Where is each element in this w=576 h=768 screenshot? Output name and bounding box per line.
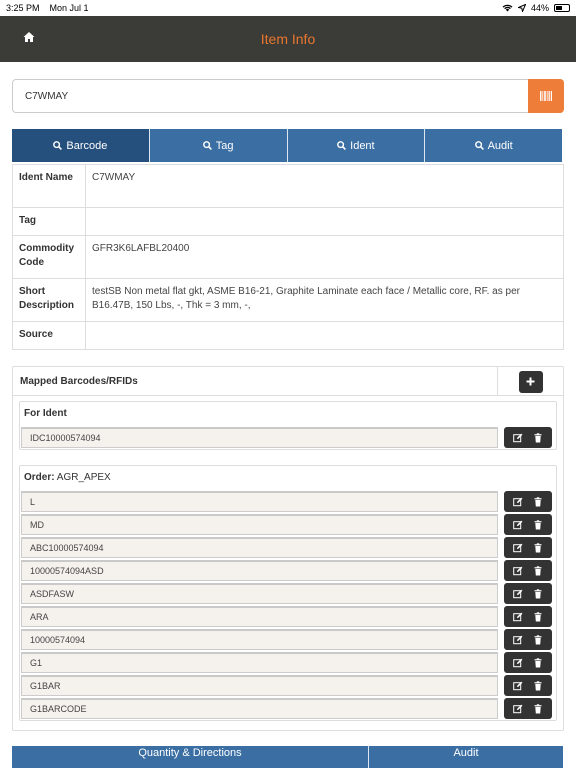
tab-ident[interactable]	[288, 129, 426, 162]
ident-group	[19, 401, 557, 450]
trash-icon[interactable]	[533, 704, 543, 714]
code-row	[20, 536, 556, 559]
status-bar	[0, 0, 576, 16]
edit-icon[interactable]	[513, 566, 523, 576]
edit-icon[interactable]	[513, 681, 523, 691]
edit-icon[interactable]	[513, 520, 523, 530]
item-info-table	[12, 164, 564, 350]
home-icon[interactable]	[22, 30, 36, 44]
info-row-source	[13, 322, 564, 350]
trash-icon[interactable]	[533, 433, 543, 443]
edit-icon[interactable]	[513, 497, 523, 507]
barcode-value: L	[21, 491, 498, 512]
trash-icon[interactable]	[533, 566, 543, 576]
code-actions	[504, 675, 552, 696]
code-actions	[504, 491, 552, 512]
trash-icon[interactable]	[533, 635, 543, 645]
edit-icon[interactable]	[513, 658, 523, 668]
mapped-barcodes-panel	[12, 366, 564, 731]
tab-tag[interactable]	[150, 129, 288, 162]
barcode-value: ASDFASW	[21, 583, 498, 604]
code-actions	[504, 698, 552, 719]
page-title: Item Info	[260, 31, 316, 47]
code-row	[20, 559, 556, 582]
mapped-title: Mapped Barcodes/RFIDs	[20, 375, 138, 387]
edit-icon[interactable]	[513, 433, 523, 443]
search-icon	[203, 141, 212, 150]
audit-button[interactable]: Audit	[369, 746, 563, 768]
bottom-action-bar	[12, 746, 563, 768]
plus-icon	[526, 377, 535, 386]
info-row-commodity-code	[13, 236, 564, 279]
edit-icon[interactable]	[513, 635, 523, 645]
edit-icon[interactable]	[513, 612, 523, 622]
tab-label: Tag	[215, 139, 234, 152]
trash-icon[interactable]	[533, 497, 543, 507]
add-barcode-button[interactable]	[519, 371, 543, 393]
info-label: Commodity Code	[13, 236, 86, 279]
add-cell	[497, 367, 563, 396]
quantity-directions-button[interactable]: Quantity & Directions	[12, 746, 369, 768]
info-label: Ident Name	[13, 165, 86, 208]
search-icon	[475, 141, 484, 150]
battery-percent: 44%	[530, 3, 549, 13]
code-row	[20, 513, 556, 536]
barcode-icon	[540, 91, 552, 101]
battery-icon	[554, 4, 570, 12]
info-row-ident-name	[13, 165, 564, 208]
status-date: Mon Jul 1	[49, 3, 89, 13]
code-row	[20, 426, 556, 449]
code-actions	[504, 514, 552, 535]
info-label: Short Description	[13, 279, 86, 322]
mapped-header	[13, 367, 563, 396]
code-row	[20, 697, 556, 720]
info-value	[86, 208, 564, 236]
tab-label: Audit	[487, 139, 513, 152]
code-row	[20, 674, 556, 697]
wifi-icon	[502, 4, 513, 12]
barcode-value: 10000574094	[21, 629, 498, 650]
barcode-value: G1BARCODE	[21, 698, 498, 719]
trash-icon[interactable]	[533, 543, 543, 553]
code-actions	[504, 629, 552, 650]
trash-icon[interactable]	[533, 681, 543, 691]
search-mode-tabs	[12, 129, 562, 162]
info-value: testSB Non metal flat gkt, ASME B16-21, Graphite Laminate each face / Metallic core, RF. as per B16.47B, 150 Lbs, -, Thk = 3 mm, -,	[86, 279, 564, 322]
code-actions	[504, 606, 552, 627]
trash-icon[interactable]	[533, 612, 543, 622]
barcode-value: MD	[21, 514, 498, 535]
info-value: GFR3K6LAFBL20400	[86, 236, 564, 279]
code-row	[20, 651, 556, 674]
edit-icon[interactable]	[513, 589, 523, 599]
code-actions	[504, 537, 552, 558]
code-row	[20, 605, 556, 628]
navbar	[0, 16, 576, 62]
code-actions	[504, 652, 552, 673]
code-actions	[504, 427, 552, 448]
code-actions	[504, 560, 552, 581]
group-title: Order: AGR_APEX	[24, 472, 111, 483]
scan-barcode-button[interactable]	[528, 79, 564, 113]
barcode-value: ARA	[21, 606, 498, 627]
trash-icon[interactable]	[533, 520, 543, 530]
tab-label: Barcode	[66, 139, 108, 152]
code-row	[20, 490, 556, 513]
barcode-value: IDC10000574094	[21, 427, 498, 448]
barcode-value: G1BAR	[21, 675, 498, 696]
trash-icon[interactable]	[533, 658, 543, 668]
code-row	[20, 582, 556, 605]
barcode-value: ABC10000574094	[21, 537, 498, 558]
info-label: Tag	[13, 208, 86, 236]
search-icon	[53, 141, 62, 150]
search-icon	[337, 141, 346, 150]
order-group	[19, 465, 557, 721]
info-row-short-description	[13, 279, 564, 322]
tab-audit[interactable]	[425, 129, 562, 162]
info-value: C7WMAY	[86, 165, 564, 208]
location-icon	[518, 4, 526, 12]
barcode-value: G1	[21, 652, 498, 673]
edit-icon[interactable]	[513, 543, 523, 553]
search-row	[12, 79, 564, 113]
status-time: 3:25 PM	[6, 3, 40, 13]
edit-icon[interactable]	[513, 704, 523, 714]
info-label: Source	[13, 322, 86, 350]
code-actions	[504, 583, 552, 604]
code-row	[20, 628, 556, 651]
group-title: For Ident	[24, 408, 67, 419]
trash-icon[interactable]	[533, 589, 543, 599]
tab-barcode[interactable]	[12, 129, 150, 162]
tab-label: Ident	[350, 139, 375, 152]
search-input[interactable]	[12, 79, 528, 113]
info-row-tag	[13, 208, 564, 236]
barcode-value: 10000574094ASD	[21, 560, 498, 581]
info-value	[86, 322, 564, 350]
